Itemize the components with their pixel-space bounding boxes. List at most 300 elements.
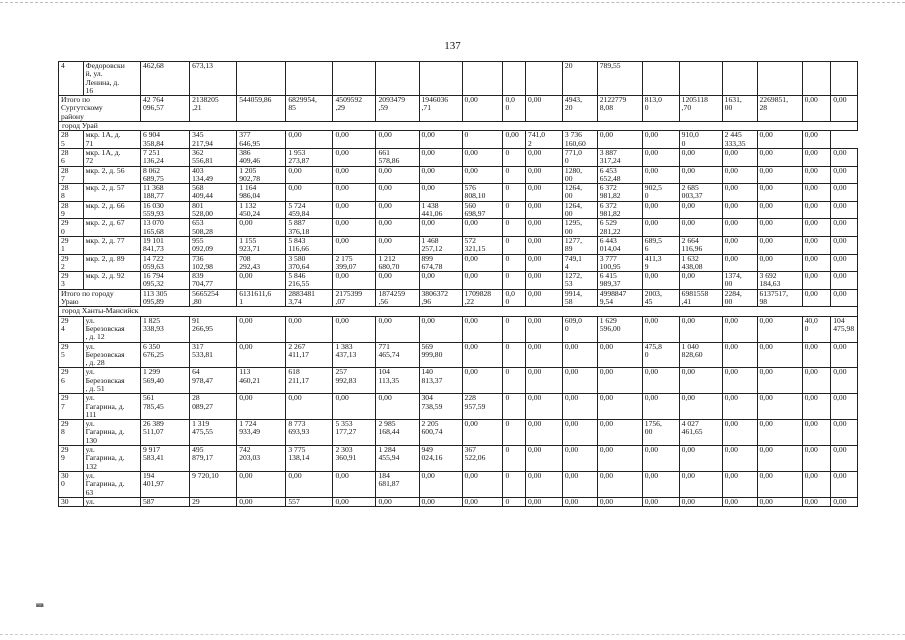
table-cell: 1 825 338,93	[140, 316, 189, 342]
table-cell: 0	[503, 272, 526, 290]
table-cell: ул. Березовская , д. 51	[83, 368, 140, 394]
table-cell: 104 475,98	[831, 316, 858, 342]
table-cell: 6131611,6 1	[237, 289, 286, 307]
table-cell: мкр. 2, д. 66	[83, 201, 140, 219]
table-cell: 1205118 ,70	[679, 96, 722, 122]
table-cell: 29 6	[59, 368, 84, 394]
table-cell: 0,00	[757, 166, 802, 184]
table-cell: 2122779 8,08	[597, 96, 642, 122]
table-cell: 0,00	[642, 471, 679, 497]
table-cell	[642, 62, 679, 96]
table-cell: 403 134,49	[190, 166, 237, 184]
table-cell: ул. Гагарина, д. 132	[83, 446, 140, 472]
table-cell: 910,0 0	[679, 131, 722, 149]
table-cell: 0,00	[526, 148, 563, 166]
table-cell: 91 266,95	[190, 316, 237, 342]
table-cell: 568 409,44	[190, 184, 237, 202]
table-cell: 0,00	[802, 236, 831, 254]
table-cell: ул. Березовская , д. 28	[83, 342, 140, 368]
table-cell: 0	[503, 201, 526, 219]
section-heading-urai: город Урай	[59, 122, 858, 131]
table-cell: 0,00	[286, 316, 333, 342]
table-cell: 462,68	[140, 62, 189, 96]
table-cell: 29	[190, 497, 237, 506]
table-cell: 0,00	[333, 316, 376, 342]
table-cell: 6 372 981,82	[597, 201, 642, 219]
table-cell: 0,00	[597, 131, 642, 149]
table-cell: 741,0 2	[526, 131, 563, 149]
table-cell: мкр. 1А, д. 72	[83, 148, 140, 166]
table-cell: 0,00	[376, 316, 419, 342]
table-cell: 0,00	[757, 342, 802, 368]
table-cell: 0,00	[526, 316, 563, 342]
table-cell: 661 578,86	[376, 148, 419, 166]
table-row	[59, 316, 858, 342]
table-cell: 6 529 281,22	[597, 219, 642, 237]
table-cell: 0,00	[757, 446, 802, 472]
table-cell: 1 629 596,00	[597, 316, 642, 342]
table-cell: 30 0	[59, 471, 84, 497]
table-row	[59, 131, 858, 149]
footer-initials: нв	[36, 601, 44, 609]
table-cell: 6 453 652,48	[597, 166, 642, 184]
table-cell: 2 985 168,44	[376, 420, 419, 446]
table-cell: 949 024,16	[419, 446, 462, 472]
table-cell: 0,00	[597, 420, 642, 446]
table-row	[59, 184, 858, 202]
table-row	[59, 201, 858, 219]
table-cell: 386 409,46	[237, 148, 286, 166]
table-cell: 0	[503, 219, 526, 237]
table-cell: 0,00	[757, 219, 802, 237]
table-cell: 0,00	[462, 471, 503, 497]
table-cell: 29 8	[59, 420, 84, 446]
table-cell: 28 5	[59, 131, 84, 149]
table-cell: 0,00	[722, 201, 757, 219]
table-cell: 0,00	[831, 342, 858, 368]
table-cell: 2 445 333,35	[722, 131, 757, 149]
table-cell: 0,00	[526, 471, 563, 497]
table-cell: 0,00	[802, 201, 831, 219]
table-cell: 0,00	[679, 497, 722, 506]
table-cell: 587	[140, 497, 189, 506]
table-cell: 801 528,00	[190, 201, 237, 219]
table-cell: 0,00	[722, 471, 757, 497]
table-row	[59, 148, 858, 166]
table-cell: 899 674,78	[419, 254, 462, 272]
table-cell: 1946036 ,71	[419, 96, 462, 122]
table-cell: 0,00	[802, 254, 831, 272]
table-cell: 0,00	[462, 342, 503, 368]
table-cell: 0,00	[376, 184, 419, 202]
table-cell: 20	[562, 62, 597, 96]
table-cell: 0,00	[679, 148, 722, 166]
section-row	[59, 307, 858, 316]
table-cell: 609,0 0	[562, 316, 597, 342]
table-cell: 304 738,59	[419, 394, 462, 420]
table-cell: мкр. 2, д. 57	[83, 184, 140, 202]
table-row	[59, 62, 858, 96]
table-cell: 0,00	[333, 219, 376, 237]
table-cell: 5 353 177,27	[333, 420, 376, 446]
table-cell: 40,0 0	[802, 316, 831, 342]
table-cell: ул.	[83, 497, 140, 506]
table-cell: 0,00	[597, 471, 642, 497]
table-cell: 5 724 459,84	[286, 201, 333, 219]
table-cell: 0	[503, 184, 526, 202]
table-cell: 0,00	[376, 394, 419, 420]
table-cell: 0	[503, 394, 526, 420]
table-cell: 0	[503, 236, 526, 254]
table-cell: 0,00	[562, 420, 597, 446]
table-cell: 4943, 20	[562, 96, 597, 122]
table-cell: 1 632 438,08	[679, 254, 722, 272]
table-cell: 0,00	[333, 497, 376, 506]
table-cell: 902,5 0	[642, 184, 679, 202]
table-cell: 0,00	[802, 289, 831, 307]
table-cell: 411,3 9	[642, 254, 679, 272]
table-cell: 28 9	[59, 201, 84, 219]
table-cell: 367 522,06	[462, 446, 503, 472]
table-cell: 0,00	[831, 236, 858, 254]
table-cell: 0,00	[333, 184, 376, 202]
table-cell: 1 040 828,60	[679, 342, 722, 368]
table-cell: 0	[503, 254, 526, 272]
table-cell: 0	[503, 420, 526, 446]
table-cell: 140 813,37	[419, 368, 462, 394]
table-cell: 0,00	[642, 148, 679, 166]
table-cell: 8 062 689,75	[140, 166, 189, 184]
table-cell: 0,00	[419, 272, 462, 290]
table-cell: 29 3	[59, 272, 84, 290]
table-cell: 0,00	[237, 219, 286, 237]
table-row	[59, 166, 858, 184]
table-cell: 0,00	[333, 394, 376, 420]
table-cell: 0,00	[831, 166, 858, 184]
table-cell: 0,00	[722, 420, 757, 446]
table-cell: 0,00	[757, 201, 802, 219]
table-cell: 0,00	[831, 96, 858, 122]
table-cell: ул. Березовская , д. 12	[83, 316, 140, 342]
table-cell: 5 887 376,18	[286, 219, 333, 237]
table-cell: 0	[503, 446, 526, 472]
table-cell: 16 794 095,32	[140, 272, 189, 290]
table-cell: 0,00	[419, 131, 462, 149]
table-cell: 2003, 45	[642, 289, 679, 307]
table-cell: 0,00	[722, 368, 757, 394]
table-cell: 5 843 116,66	[286, 236, 333, 254]
table-cell: 4 027 461,65	[679, 420, 722, 446]
table-cell: 0,00	[757, 148, 802, 166]
table-cell: 0,00	[526, 272, 563, 290]
table-cell: 557	[286, 497, 333, 506]
table-cell: 1 132 450,24	[237, 201, 286, 219]
table-cell: мкр. 2, д. 89	[83, 254, 140, 272]
table-cell: 16 030 559,93	[140, 201, 189, 219]
table-cell: 6 415 989,37	[597, 272, 642, 290]
table-cell: 0,00	[526, 394, 563, 420]
table-cell: 0,00	[757, 368, 802, 394]
table-cell: 5 846 216,55	[286, 272, 333, 290]
table-cell: 0,00	[831, 394, 858, 420]
table-cell: ул. Гагарина, д. 63	[83, 471, 140, 497]
table-cell: 1709828 ,22	[462, 289, 503, 307]
table-cell: 0,00	[333, 148, 376, 166]
table-cell: 2 205 600,74	[419, 420, 462, 446]
table-cell: 29 5	[59, 342, 84, 368]
table-cell: 26 389 511,07	[140, 420, 189, 446]
table-cell: 0,00	[376, 201, 419, 219]
table-cell: 0,00	[802, 131, 831, 149]
table-cell: 0	[503, 368, 526, 394]
table-cell: 0,00	[679, 166, 722, 184]
table-cell: 0,00	[419, 148, 462, 166]
table-cell: 0,00	[419, 497, 462, 506]
table-cell: 0,00	[831, 446, 858, 472]
table-cell: 618 211,17	[286, 368, 333, 394]
table-cell: 0,00	[722, 497, 757, 506]
table-cell: 839 704,77	[190, 272, 237, 290]
table-cell: 28 8	[59, 184, 84, 202]
table-cell	[237, 62, 286, 96]
table-cell: 9914, 58	[562, 289, 597, 307]
table-cell: 0,00	[831, 272, 858, 290]
table-cell: 0,00	[526, 184, 563, 202]
table-cell: 771 465,74	[376, 342, 419, 368]
table-cell	[526, 62, 563, 96]
table-cell: 1 284 455,94	[376, 446, 419, 472]
table-cell: 3806372 ,96	[419, 289, 462, 307]
table-cell: 11 368 188,77	[140, 184, 189, 202]
table-cell: 789,55	[597, 62, 642, 96]
scan-edge-top	[0, 2, 905, 3]
table-cell: 377 646,95	[237, 131, 286, 149]
table-row	[59, 471, 858, 497]
table-cell: 6 904 358,84	[140, 131, 189, 149]
table-cell: 0,00	[286, 166, 333, 184]
table-cell: 0,00	[679, 316, 722, 342]
table-cell: 0,00	[419, 471, 462, 497]
table-cell: мкр. 2, д. 67	[83, 219, 140, 237]
table-cell: ул. Гагарина, д. 111	[83, 394, 140, 420]
table-cell: 0,00	[642, 394, 679, 420]
table-cell: 653 508,28	[190, 219, 237, 237]
table-cell: 0,00	[237, 316, 286, 342]
table-cell: 0,00	[286, 131, 333, 149]
table-cell: 0,00	[642, 201, 679, 219]
table-row	[59, 394, 858, 420]
table-cell: 0,00	[831, 289, 858, 307]
section-row	[59, 122, 858, 131]
table-cell: 317 533,81	[190, 342, 237, 368]
table-cell: 0,00	[802, 368, 831, 394]
table-cell: 184 681,87	[376, 471, 419, 497]
table-cell	[831, 62, 858, 96]
table-cell: 572 321,15	[462, 236, 503, 254]
table-cell: 0,00	[831, 420, 858, 446]
table-cell: 29 2	[59, 254, 84, 272]
table-cell: 9 917 583,41	[140, 446, 189, 472]
table-cell: 0,00	[679, 219, 722, 237]
table-cell: 0,00	[679, 394, 722, 420]
table-cell: 0	[462, 131, 503, 149]
table-cell: 0	[503, 497, 526, 506]
table-cell: 2 267 411,17	[286, 342, 333, 368]
table-cell: 4998847 9,54	[597, 289, 642, 307]
table-cell: 0,00	[333, 471, 376, 497]
table-cell: 0,00	[237, 272, 286, 290]
table-cell: 64 978,47	[190, 368, 237, 394]
table-cell: Федоровски й, ул. Ленина, д. 16	[83, 62, 140, 96]
table-cell	[757, 62, 802, 96]
table-cell: 0,00	[802, 342, 831, 368]
table-cell: 0,00	[376, 272, 419, 290]
table-cell: 7 251 136,24	[140, 148, 189, 166]
table-cell: мкр. 2, д. 56	[83, 166, 140, 184]
table-cell: 0,00	[679, 368, 722, 394]
table-cell: 0,00	[562, 471, 597, 497]
table-cell: 1 438 441,06	[419, 201, 462, 219]
table-cell: 0,00	[642, 131, 679, 149]
table-cell: 0,00	[802, 219, 831, 237]
table-cell: 0,00	[597, 368, 642, 394]
table-cell: 19 101 841,73	[140, 236, 189, 254]
table-cell: мкр. 2, д. 92	[83, 272, 140, 290]
table-cell: 0,00	[831, 368, 858, 394]
table-row	[59, 272, 858, 290]
table-cell: 4	[59, 62, 84, 96]
table-cell: 0,00	[462, 420, 503, 446]
table-cell: 0,00	[802, 148, 831, 166]
table-cell: 1 205 902,78	[237, 166, 286, 184]
table-cell: 0,00	[831, 184, 858, 202]
table-cell: 673,13	[190, 62, 237, 96]
table-cell: 2883481 3,74	[286, 289, 333, 307]
table-cell: 0,00	[722, 236, 757, 254]
table-row	[59, 236, 858, 254]
table-cell: 1874259 ,56	[376, 289, 419, 307]
table-cell: 0,00	[802, 184, 831, 202]
table-cell: 771,0 0	[562, 148, 597, 166]
table-cell	[419, 62, 462, 96]
table-cell: 2 175 399,07	[333, 254, 376, 272]
table-cell: 0,00	[562, 394, 597, 420]
table-cell: 0,00	[679, 446, 722, 472]
table-cell: 560 698,97	[462, 201, 503, 219]
table-cell: 0,00	[722, 254, 757, 272]
table-cell: 6 443 014,04	[597, 236, 642, 254]
table-cell: мкр. 1А, д. 71	[83, 131, 140, 149]
table-cell: 0,00	[642, 446, 679, 472]
table-cell: 0,00	[462, 96, 503, 122]
table-cell: 0,00	[333, 272, 376, 290]
table-cell: 3 692 184,63	[757, 272, 802, 290]
table-cell: 0,00	[757, 497, 802, 506]
table-cell	[802, 62, 831, 96]
table-cell: 1264, 00	[562, 201, 597, 219]
table-cell: 0,00	[642, 368, 679, 394]
table-cell: 0,00	[419, 316, 462, 342]
table-cell: 28 6	[59, 148, 84, 166]
table-cell: 113 305 095,89	[140, 289, 189, 307]
table-cell: 30	[59, 497, 84, 506]
table-cell: 13 070 165,68	[140, 219, 189, 237]
table-cell: 0	[503, 471, 526, 497]
table-cell: 362 556,81	[190, 148, 237, 166]
table-cell: 0,00	[831, 254, 858, 272]
table-row	[59, 254, 858, 272]
table-cell: 0,00	[722, 166, 757, 184]
table-cell: 1 953 273,87	[286, 148, 333, 166]
table-cell: 0,00	[831, 497, 858, 506]
table-cell: 0,00	[419, 184, 462, 202]
table-cell: 0,00	[526, 289, 563, 307]
table-cell: 2 303 360,91	[333, 446, 376, 472]
table-row	[59, 342, 858, 368]
table-cell	[333, 62, 376, 96]
table-cell: 0,00	[526, 446, 563, 472]
table-cell: 1264, 00	[562, 184, 597, 202]
table-cell: 0,00	[526, 236, 563, 254]
table-cell: 0,00	[376, 131, 419, 149]
table-cell: 0,00	[562, 446, 597, 472]
table-row	[59, 420, 858, 446]
table-cell: 1 299 569,40	[140, 368, 189, 394]
table-cell: 0,00	[802, 497, 831, 506]
table-cell: 0,00	[562, 497, 597, 506]
table-cell: 3 777 100,95	[597, 254, 642, 272]
table-cell: 194 401,97	[140, 471, 189, 497]
table-cell: 0,00	[286, 184, 333, 202]
register-table-body	[59, 62, 858, 507]
table-cell: 0,0 0	[503, 289, 526, 307]
table-cell: 0,00	[237, 394, 286, 420]
table-cell: 0,00	[526, 497, 563, 506]
table-cell: 0	[503, 166, 526, 184]
table-cell: 257 992,83	[333, 368, 376, 394]
table-cell: 0,00	[526, 201, 563, 219]
table-cell: 2 664 116,96	[679, 236, 722, 254]
table-cell: 475,8 0	[642, 342, 679, 368]
table-cell: 3 887 317,24	[597, 148, 642, 166]
table-cell: 1 383 437,13	[333, 342, 376, 368]
table-cell: 29 0	[59, 219, 84, 237]
table-cell: 29 4	[59, 316, 84, 342]
table-cell	[722, 62, 757, 96]
table-cell: 0,00	[526, 96, 563, 122]
table-row	[59, 289, 858, 307]
table-cell: 2093479 ,59	[376, 96, 419, 122]
table-cell: 0,00	[462, 219, 503, 237]
table-cell: 0,00	[722, 184, 757, 202]
table-row	[59, 446, 858, 472]
table-cell: 0,00	[642, 166, 679, 184]
table-cell	[376, 62, 419, 96]
table-cell: 0,00	[642, 219, 679, 237]
table-cell: ул. Гагарина, д. 130	[83, 420, 140, 446]
table-cell: 0,00	[802, 96, 831, 122]
table-cell: 0,00	[462, 254, 503, 272]
table-cell: 0,00	[503, 131, 526, 149]
table-cell: 113 460,21	[237, 368, 286, 394]
table-row	[59, 368, 858, 394]
table-cell: 1 155 923,71	[237, 236, 286, 254]
table-cell: Итого по городу Ураю	[59, 289, 141, 307]
table-cell: 29 7	[59, 394, 84, 420]
table-cell: 3 580 370,64	[286, 254, 333, 272]
table-cell: 0,00	[526, 166, 563, 184]
table-cell: 0,00	[757, 254, 802, 272]
